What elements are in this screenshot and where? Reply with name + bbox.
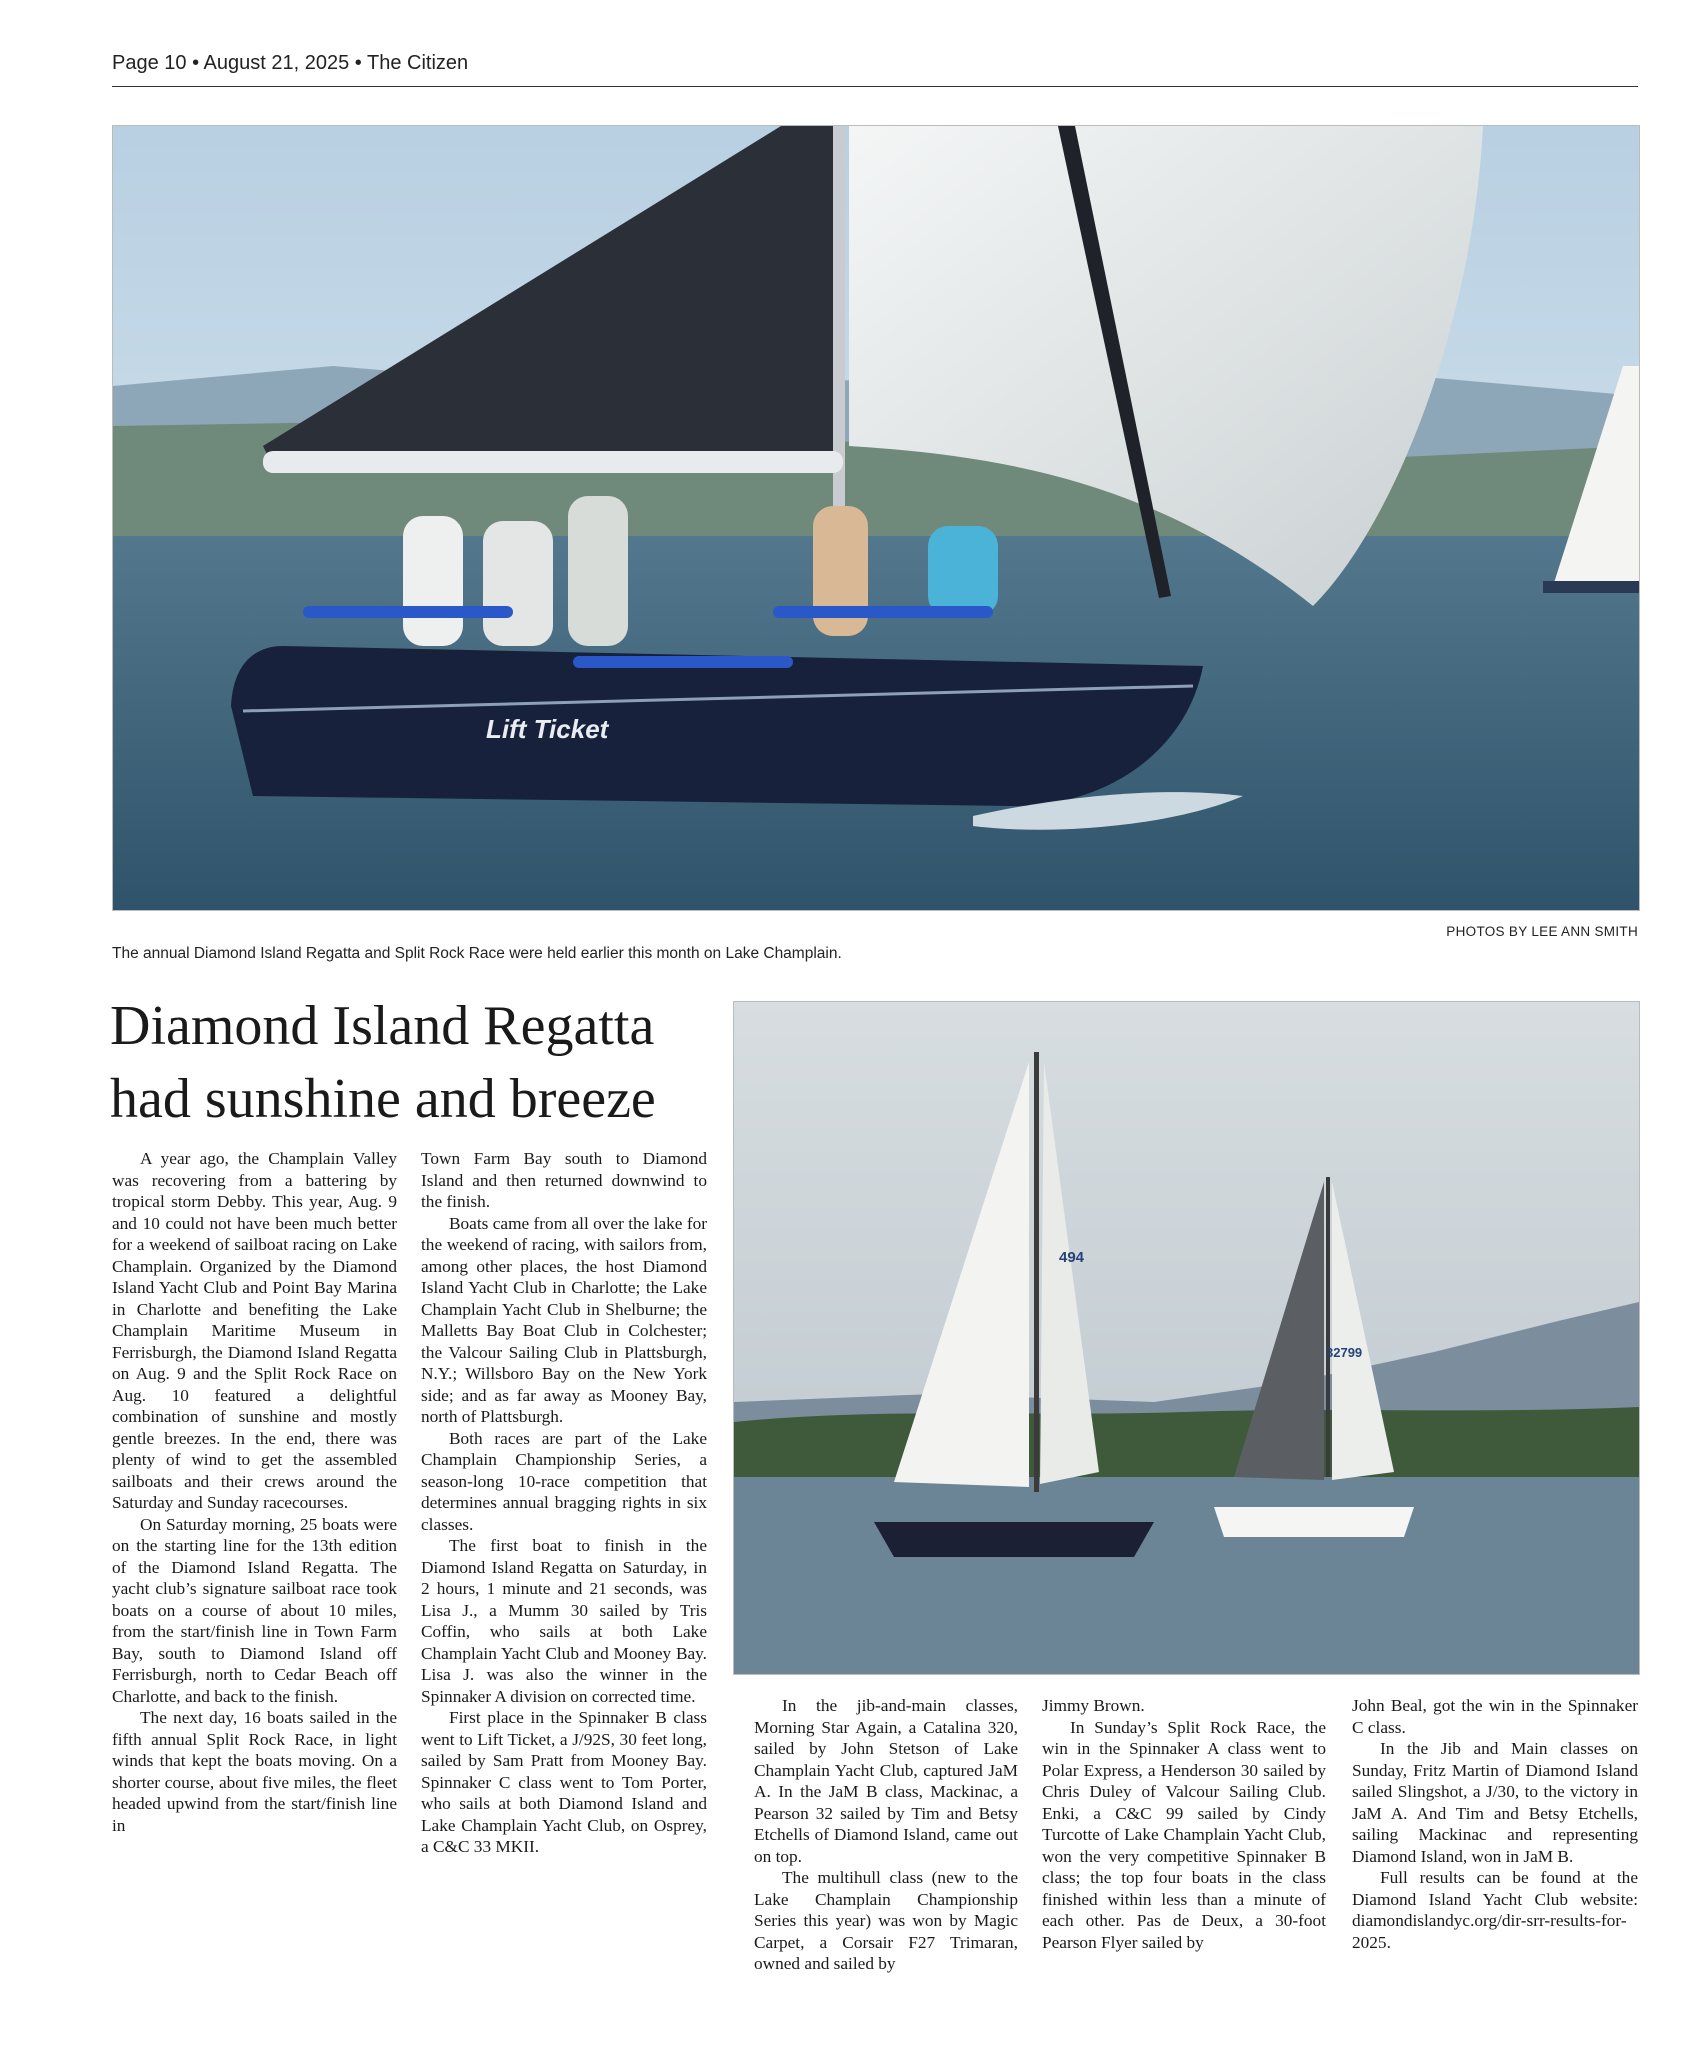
paragraph: The next day, 16 boats sailed in the fifth annual Split Rock Race, in light winds that kept the boats moving. On a shorter course, about five miles, the fleet headed upwind from the start/finish line in [112, 1708, 397, 1835]
issue-date: August 21, 2025 [203, 52, 350, 74]
sail-number-494: 494 [1059, 1249, 1085, 1266]
paragraph: The multihull class (new to the Lake Champlain Championship Series this year) was won by Magic Carpet, a Corsair F27 Trimaran, owned and sailed by [754, 1868, 1018, 1973]
paragraph: First place in the Spinnaker B class went to Lift Ticket, a J/92S, 30 feet long, sailed by Sam Pratt from Mooney Bay. Spinnaker C class went to Tom Porter, who sails at both Diamond Island and Lake Champlain Yacht Club, on Osprey, a C&C 33 MKII. [421, 1708, 707, 1856]
hull-shape [231, 646, 1203, 806]
photo-credit: PHOTOS BY LEE ANN SMITH [1446, 924, 1638, 939]
paragraph: In Sunday’s Split Rock Race, the win in the Spinnaker A class went to Polar Express, a Henderson 30 sailed by Chris Duley of Valcour Sailing Club. Enki, a C&C 99 sailed by Cindy Turcotte of Lake Champlain Yacht Club, won the very competitive Spinnaker B class; the top four boats in the class finished within less than a minute of each other. Pas de Deux, a 30-foot Pearson Flyer sailed by [1042, 1717, 1326, 1952]
paragraph: Full results can be found at the Diamond Island Yacht Club website: diamondislandyc.org/dir-srr-results-for-2025. [1352, 1868, 1638, 1952]
paragraph: A year ago, the Champlain Valley was recovering from a battering by tropical storm Debby. This year, Aug. 9 and 10 could not have been much better for a weekend of sailboat racing on Lake Champlain. Organized by the Diamond Island Yacht Club and Point Bay Marina in Charlotte and benefiting the Lake Champlain Maritime Museum in Ferrisburgh, the Diamond Island Regatta on Aug. 9 and the Split Rock Race on Aug. 10 featured a delightful combination of sunshine and mostly gentle breezes. In the end, there was plenty of wind to get the assembled sailboats and their crews around the Saturday and Sunday racecourses. [112, 1149, 397, 1512]
article-column-2 [421, 1148, 707, 1858]
paragraph: The first boat to finish in the Diamond Island Regatta on Saturday, in 2 hours, 1 minute and 21 seconds, was Lisa J., a Mumm 30 sailed by Tris Coffin, who sails at both Lake Champlain Yacht Club and Mooney Bay. Lisa J. was also the winner in the Spinnaker A division on corrected time. [421, 1536, 707, 1706]
article-column-3 [754, 1695, 1018, 1975]
photo-lift-ticket [112, 125, 1640, 911]
paragraph: In the jib-and-main classes, Morning Star Again, a Catalina 320, sailed by John Stetson of Lake Champlain Yacht Club, captured JaM A. In the JaM B class, Mackinac, a Pearson 32 sailed by Tim and Betsy Etchells of Diamond Island, came out on top. [754, 1696, 1018, 1866]
sailboat-photo-illustration [113, 126, 1639, 910]
photo-two-sailboats [733, 1001, 1640, 1675]
header-rule [112, 86, 1638, 87]
photo-caption: The annual Diamond Island Regatta and Split Rock Race were held earlier this month on Lake Champlain. [112, 945, 842, 962]
paragraph: Boats came from all over the lake for the weekend of racing, with sailors from, among other places, the host Diamond Island Yacht Club in Charlotte; the Lake Champlain Yacht Club in Shelburne; the Malletts Bay Boat Club in Colchester; the Valcour Sailing Club in Plattsburgh, N.Y.; Willsboro Bay on the New York side; and as far away as Mooney Bay, north of Plattsburgh. [421, 1213, 707, 1426]
headline-line-1: Diamond Island Regatta [110, 995, 655, 1057]
article-headline [110, 990, 710, 1136]
headline-line-2: had sunshine and breeze [110, 1068, 656, 1130]
publication-name: The Citizen [366, 52, 469, 74]
paragraph: Both races are part of the Lake Champlain Championship Series, a season-long 10-race competition that determines annual bragging rights in six classes. [421, 1428, 707, 1534]
sail-number-32799: 32799 [1326, 1345, 1363, 1360]
article-column-4 [1042, 1695, 1326, 1953]
paragraph: Jimmy Brown. [1042, 1696, 1145, 1715]
two-sailboats-illustration [734, 1002, 1639, 1674]
page-header: Page 10 • August 21, 2025 • The Citizen [112, 52, 469, 74]
article-column-1 [112, 1148, 397, 1836]
paragraph: Town Farm Bay south to Diamond Island and then returned downwind to the finish. [421, 1149, 707, 1211]
article-column-5 [1352, 1695, 1638, 1953]
paragraph: In the Jib and Main classes on Sunday, Fritz Martin of Diamond Island sailed Slingshot, a J/30, to the victory in JaM A. And Tim and Betsy Etchells, sailing Mackinac and representing Diamond Island, won in JaM B. [1352, 1739, 1638, 1866]
paragraph: John Beal, got the win in the Spinnaker C class. [1352, 1696, 1638, 1737]
page-number: Page 10 [112, 52, 187, 74]
hull-name: Lift Ticket [486, 714, 609, 744]
paragraph: On Saturday morning, 25 boats were on the starting line for the 13th edition of the Diamond Island Regatta. The yacht club’s signature sailboat race took boats on a course of about 10 miles, from the start/finish line in Town Farm Bay, south to Diamond Island off Ferrisburgh, north to Cedar Beach off Charlotte, and back to the finish. [112, 1514, 397, 1706]
